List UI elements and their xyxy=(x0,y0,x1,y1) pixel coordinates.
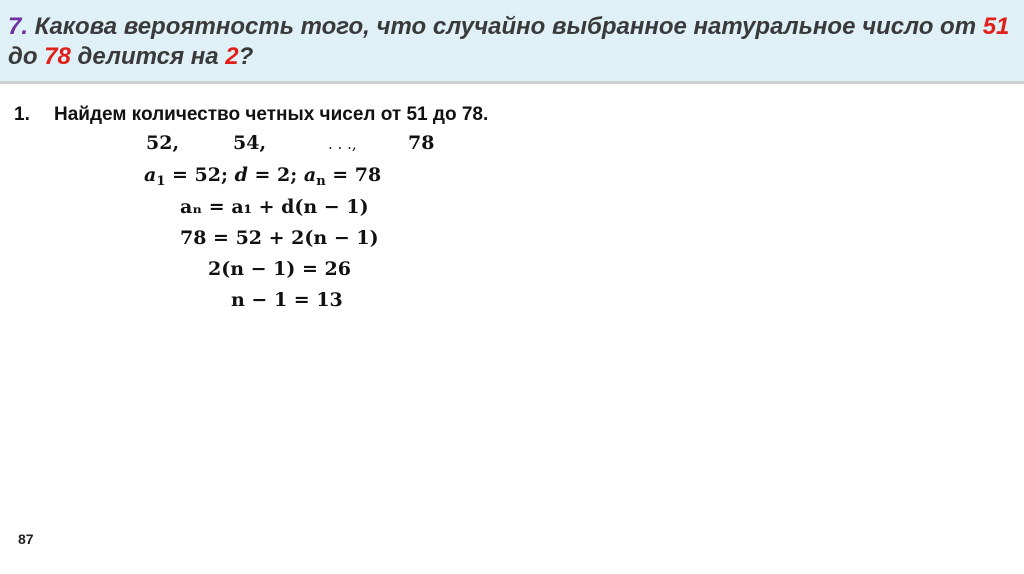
a1-value: = 52; xyxy=(165,164,235,186)
result-formula: n − 1 = 13 xyxy=(231,289,343,311)
solution-step xyxy=(14,103,1014,127)
title-text-2: до xyxy=(8,43,45,70)
d-value: = 2; xyxy=(247,164,304,186)
general-term-formula: aₙ = a₁ + d(n − 1) xyxy=(180,196,369,218)
sequence-term-last: 78 xyxy=(408,132,435,154)
solution-body xyxy=(14,103,1014,127)
a1-subscript: 1 xyxy=(156,174,166,189)
page-number: 87 xyxy=(18,531,34,547)
divisor: 2 xyxy=(225,43,239,70)
problem-title xyxy=(8,12,1013,72)
title-bar xyxy=(0,0,1024,84)
title-text-3: делится на xyxy=(70,43,226,70)
title-end: ? xyxy=(238,43,254,70)
sequence-ellipsis: . . ., xyxy=(328,135,357,153)
step-number: 1. xyxy=(14,104,30,125)
d-variable: d xyxy=(234,164,248,186)
an-subscript: n xyxy=(316,174,326,189)
an-variable: a xyxy=(303,164,317,186)
given-values-formula xyxy=(144,160,381,190)
an-value: = 78 xyxy=(325,164,382,186)
problem-number: 7. xyxy=(8,13,29,40)
sequence-term-first: 52, xyxy=(146,132,180,154)
simplified-formula: 2(n − 1) = 26 xyxy=(208,258,351,280)
title-text-1: Какова вероятность того, что случайно выбранное натуральное число от xyxy=(28,13,983,40)
a1-variable: a xyxy=(144,164,157,186)
sequence-term-second: 54, xyxy=(233,132,267,154)
step-text: Найдем количество четных чисел от 51 до 78. xyxy=(54,104,489,125)
range-start: 51 xyxy=(982,13,1010,40)
even-sequence xyxy=(146,132,434,158)
range-end: 78 xyxy=(44,43,71,70)
substituted-formula: 78 = 52 + 2(n − 1) xyxy=(180,227,379,249)
